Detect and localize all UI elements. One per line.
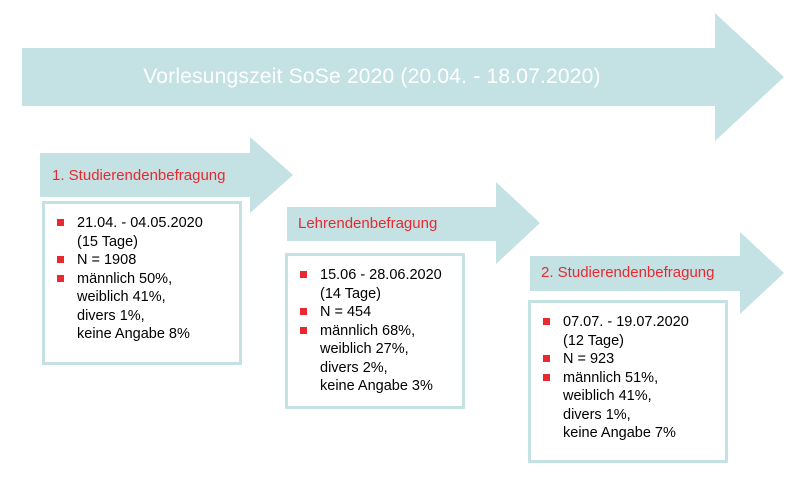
bullet-marker	[300, 327, 307, 334]
bullet-marker	[300, 308, 307, 315]
bullet-marker	[543, 374, 550, 381]
bullet-marker	[57, 219, 64, 226]
bullet-marker	[543, 355, 550, 362]
phase-1-info-box	[42, 201, 242, 365]
bullet-marker	[57, 275, 64, 282]
phase-1-bullet-n: N = 1908	[57, 251, 229, 270]
phase-3-title: 2. Studierendenbefragung	[541, 264, 715, 281]
phase-2-title: Lehrendenbefragung	[298, 215, 438, 232]
phase-3-bullet-period: 07.07. - 19.07.2020 (12 Tage)	[543, 313, 715, 350]
phase-3-bullet-n: N = 923	[543, 350, 715, 369]
phase-3-info-box	[528, 300, 728, 463]
phase-1-bullet-gender: männlich 50%, weiblich 41%, divers 1%, keine Angabe 8%	[57, 270, 229, 344]
phase-1-bullet-period: 21.04. - 04.05.2020 (15 Tage)	[57, 214, 229, 251]
phase-2-bullet-period: 15.06 - 28.06.2020 (14 Tage)	[300, 266, 452, 303]
phase-2-info-box	[285, 253, 465, 409]
phase-1-title: 1. Studierendenbefragung	[52, 167, 226, 184]
main-timeline-label: Vorlesungszeit SoSe 2020 (20.04. - 18.07.2020)	[143, 65, 601, 88]
phase-2-bullet-n: N = 454	[300, 303, 452, 322]
bullet-marker	[300, 271, 307, 278]
bullet-marker	[543, 318, 550, 325]
phase-2-bullet-gender: männlich 68%, weiblich 27%, divers 2%, keine Angabe 3%	[300, 322, 452, 396]
bullet-marker	[57, 256, 64, 263]
phase-3-bullet-gender: männlich 51%, weiblich 41%, divers 1%, keine Angabe 7%	[543, 369, 715, 443]
